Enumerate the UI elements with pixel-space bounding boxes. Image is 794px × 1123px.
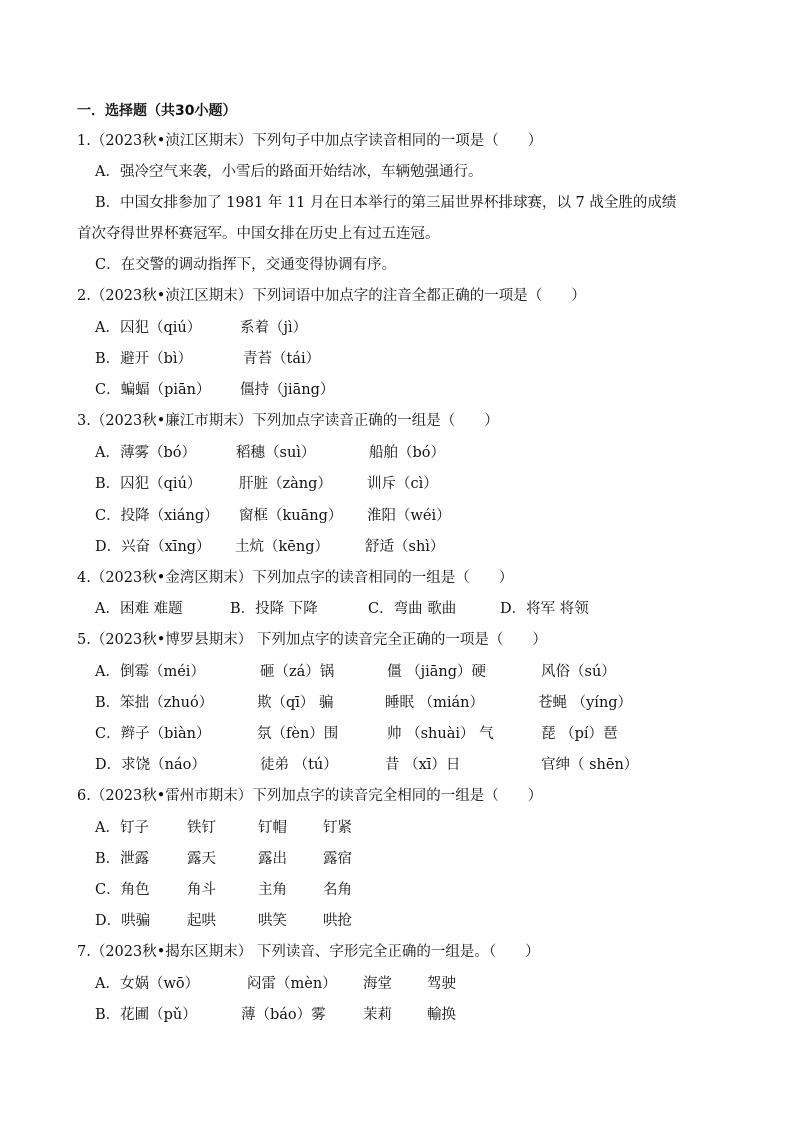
option-item: D．将军 将领 — [500, 601, 589, 617]
option-item: 窗框（kuāng） — [239, 508, 343, 524]
option-item: A．钉子 — [95, 820, 149, 836]
option-item: 茉莉 — [363, 1007, 392, 1023]
option-item: 系着（jì） — [240, 320, 308, 336]
question-stem-5: 5.（2023秋•博罗县期末） 下列加点字的读音完全正确的一项是（ ） — [77, 632, 547, 648]
option-item: 輸换 — [427, 1007, 456, 1023]
section-title: 一．选择题（共30小题） — [77, 103, 237, 119]
option-1-a: A．强冷空气来袭，小雪后的路面开始结冰，车辆勉强通行。 — [95, 164, 483, 180]
option-item: 哄抢 — [323, 913, 352, 929]
option-item: 琵 （pí）琶 — [541, 726, 618, 742]
question-stem-4: 4.（2023秋•金湾区期末）下列加点字的读音相同的一组是（ ） — [77, 570, 514, 586]
option-item: B．泄露 — [95, 851, 150, 867]
option-item: C．投降（xiáng） — [95, 508, 219, 524]
option-item: 稻穗（suì） — [236, 445, 316, 461]
option-item: 昔 （xī）日 — [385, 757, 461, 773]
option-item: A．囚犯（qiú） — [95, 320, 202, 336]
option-item: 哄笑 — [258, 913, 287, 929]
option-item: 薄（báo）雾 — [241, 1007, 326, 1023]
question-stem-2: 2.（2023秋•浈江区期末）下列词语中加点字的注音全都正确的一项是（ ） — [77, 288, 586, 304]
option-item: 训斥（cì） — [367, 476, 438, 492]
option-item: B．投降 下降 — [230, 601, 318, 617]
option-item: B．笨拙（zhuó） — [95, 695, 214, 711]
option-item: A．薄雾（bó） — [95, 445, 196, 461]
option-item: 苍蝇 （yíng） — [538, 695, 633, 711]
option-item: D．哄骗 — [95, 913, 151, 929]
option-item: 僵持（jiāng） — [240, 382, 335, 398]
option-item: D．兴奋（xīng） — [95, 539, 211, 555]
option-item: A．倒霉（méi） — [95, 664, 205, 680]
option-item: B．花圃（pǔ） — [95, 1007, 197, 1023]
question-stem-6: 6.（2023秋•雷州市期末）下列加点字的读音完全相同的一组是（ ） — [77, 788, 543, 804]
option-item: 淮阳（wéi） — [367, 508, 451, 524]
option-item: 舒适（shì） — [365, 539, 445, 555]
option-item: 官绅（ shēn） — [541, 757, 639, 773]
option-item: 睡眠 （mián） — [385, 695, 484, 711]
option-item: 主角 — [258, 882, 287, 898]
option-item: 海堂 — [363, 976, 392, 992]
option-item: 欺（qī） 骗 — [257, 695, 334, 711]
option-item: 船舶（bó） — [369, 445, 446, 461]
question-stem-1: 1.（2023秋•浈江区期末）下列句子中加点字读音相同的一项是（ ） — [77, 133, 543, 149]
option-item: C．角色 — [95, 882, 150, 898]
option-item: 钉紧 — [323, 820, 352, 836]
option-item: A．困难 难题 — [95, 601, 183, 617]
option-item: 土炕（kēng） — [235, 539, 329, 555]
option-item: 徒弟 （tú） — [260, 757, 338, 773]
option-item: D．求饶（náo） — [95, 757, 206, 773]
question-stem-3: 3.（2023秋•廉江市期末）下列加点字读音正确的一组是（ ） — [77, 413, 499, 429]
option-item: A．女娲（wō） — [95, 976, 200, 992]
option-item: 露天 — [187, 851, 216, 867]
option-item: 露出 — [258, 851, 287, 867]
option-item: 闷雷（mèn） — [247, 976, 337, 992]
option-item: 起哄 — [187, 913, 216, 929]
option-item: C．辫子（biàn） — [95, 726, 211, 742]
option-item: 驾驶 — [427, 976, 456, 992]
option-item: B．避开（bì） — [95, 351, 193, 367]
option-item: 氛（fèn）围 — [257, 726, 339, 742]
option-item: 露宿 — [323, 851, 352, 867]
option-item: 砸（zá）锅 — [260, 664, 335, 680]
option-1-b: B．中国女排参加了 1981 年 11 月在日本举行的第三届世界杯排球赛，以 7 战全胜的成绩 — [95, 195, 677, 211]
option-item: 青苔（tái） — [243, 351, 321, 367]
option-item: 肝脏（zàng） — [239, 476, 332, 492]
option-item: 铁钉 — [187, 820, 216, 836]
option-item: C．蝙蝠（piān） — [95, 382, 211, 398]
option-item: B．囚犯（qiú） — [95, 476, 202, 492]
option-item: 风俗（sú） — [541, 664, 616, 680]
option-item: 角斗 — [187, 882, 216, 898]
option-item: 名角 — [323, 882, 352, 898]
option-item: 钉帽 — [258, 820, 287, 836]
option-item: 僵 （jiāng）硬 — [387, 664, 487, 680]
option-1-b-cont: 首次夺得世界杯赛冠军。中国女排在历史上有过五连冠。 — [77, 226, 440, 242]
option-1-c: C．在交警的调动指挥下，交通变得协调有序。 — [95, 257, 397, 273]
option-item: C．弯曲 歌曲 — [368, 601, 457, 617]
option-item: 帅 （shuài） 气 — [387, 726, 494, 742]
question-stem-7: 7.（2023秋•揭东区期末） 下列读音、字形完全正确的一组是。（ ） — [77, 944, 540, 960]
